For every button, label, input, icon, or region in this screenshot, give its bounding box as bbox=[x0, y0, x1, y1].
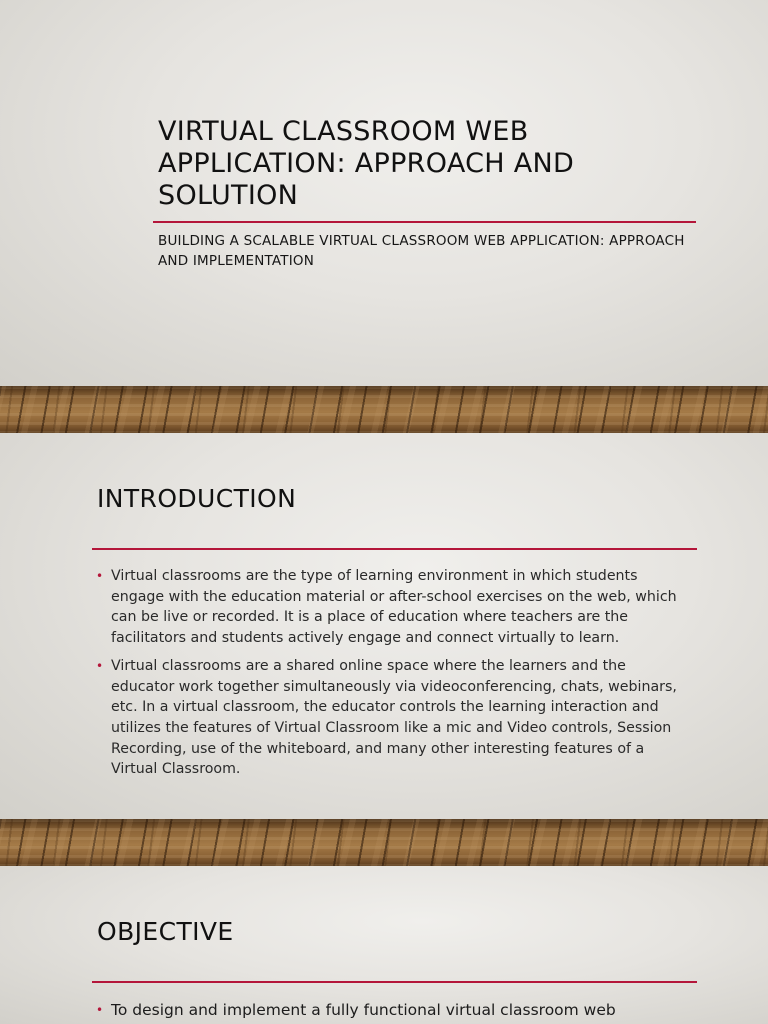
wood-floor-divider bbox=[0, 386, 768, 433]
bullet-text: Virtual classrooms are the type of learning environment in which students engage with the education material or after-school exercises on the web, which can be live or recorded. It is a place of education where teachers are the facilitators and students actively engage and connect virtually to learn. bbox=[111, 568, 677, 647]
presentation-subtitle: BUILDING A SCALABLE VIRTUAL CLASSROOM WEB APPLICATION: APPROACH AND IMPLEMENTATION bbox=[158, 233, 685, 269]
introduction-divider bbox=[92, 548, 697, 550]
introduction-bullet-list bbox=[96, 566, 691, 787]
bullet-text: Virtual classrooms are a shared online space where the learners and the educator work together simultaneously via videoconferencing, chats, webinars, etc. In a virtual classroom, the educator controls the learning interaction and utilizes the features of Virtual Classroom like a mic and Video controls, Session Recording, use of the whiteboard, and many other interesting features of a Virtual Classroom. bbox=[111, 657, 677, 778]
bullet-item bbox=[96, 656, 691, 780]
objective-bullet-list bbox=[96, 999, 691, 1024]
bullet-dot-icon: • bbox=[96, 1003, 104, 1017]
presentation-title: VIRTUAL CLASSROOM WEB APPLICATION: APPROACH AND SOLUTION bbox=[158, 116, 575, 211]
introduction-slide bbox=[0, 433, 768, 819]
bullet-dot-icon: • bbox=[96, 658, 104, 673]
objective-divider bbox=[92, 981, 697, 983]
bullet-item bbox=[96, 566, 691, 649]
objective-slide bbox=[0, 866, 768, 1024]
bullet-item bbox=[96, 999, 691, 1021]
bullet-dot-icon: • bbox=[96, 569, 104, 583]
title-slide bbox=[0, 0, 768, 386]
introduction-title: INTRODUCTION bbox=[97, 484, 297, 513]
bullet-text: To design and implement a fully functional virtual classroom web bbox=[111, 1001, 616, 1019]
title-divider bbox=[153, 221, 696, 223]
wood-floor-divider bbox=[0, 819, 768, 866]
objective-title: OBJECTIVE bbox=[97, 917, 234, 946]
